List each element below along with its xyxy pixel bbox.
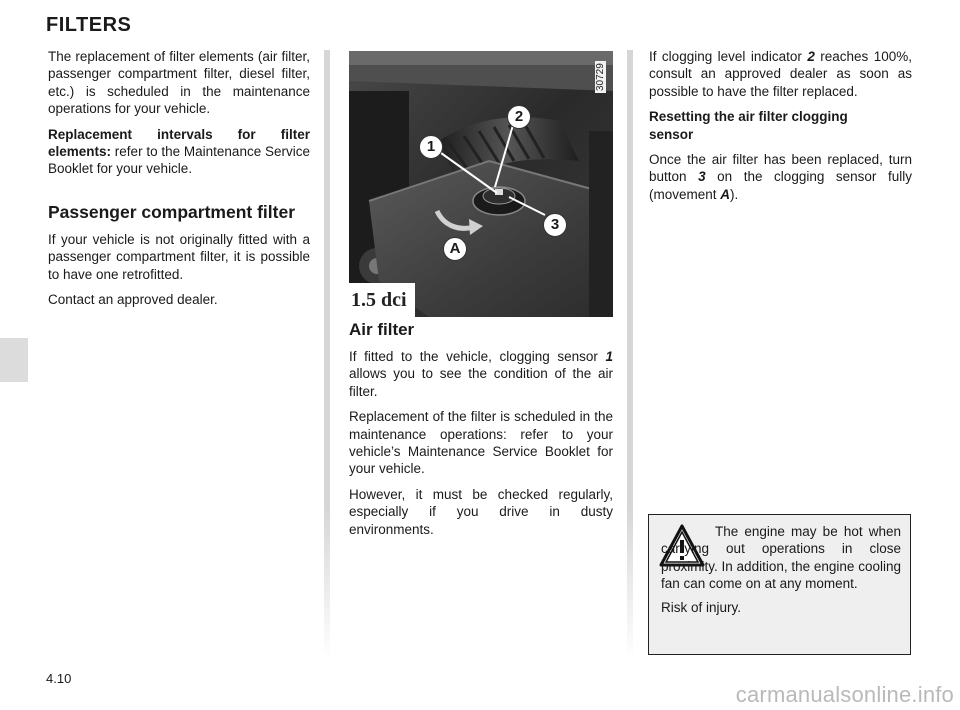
intervals-paragraph xyxy=(48,126,310,178)
pcf-paragraph: If your vehicle is not originally fitted with a passenger compartment filter, it is possible to have one retrofitted. xyxy=(48,231,310,282)
warning-box xyxy=(648,514,911,655)
indicator-number: 2 xyxy=(807,49,815,64)
pcf-contact: Contact an approved dealer. xyxy=(48,292,218,308)
intervals-text: refer to the Maintenance Service Booklet for your vehicle. xyxy=(48,144,310,177)
callout-A: A xyxy=(443,237,467,261)
column-divider xyxy=(324,50,330,660)
watermark: carmanualsonline.info xyxy=(735,682,954,707)
reset-heading: Resetting the air filter clogging sensor xyxy=(649,109,848,142)
photo-reference-code: 30729 xyxy=(595,63,606,91)
intervals-label: Replacement intervals for filter elements: xyxy=(48,126,310,160)
movement-letter: A xyxy=(720,186,731,202)
callout-1: 1 xyxy=(419,135,443,159)
callout-2: 2 xyxy=(507,105,531,129)
air-filter-paragraph-2: Replacement of the filter is scheduled in the maintenance operations: refer to your vehicle’s Maintenance Service Booklet for your vehicle. xyxy=(349,409,613,477)
engine-label: 1.5 dci xyxy=(351,289,407,311)
section-heading-pcf: Passenger compartment filter xyxy=(48,201,296,222)
section-heading-air-filter: Air filter xyxy=(349,320,415,339)
reset-paragraph: Once the air filter has been replaced, turn button 3 on the clogging sensor fully (movement A). xyxy=(649,152,912,202)
page-title: FILTERS xyxy=(46,14,132,36)
air-filter-paragraph-3: However, it must be checked regularly, especially if you drive in dusty environments. xyxy=(349,486,613,537)
left-column xyxy=(48,48,310,308)
warning-text xyxy=(661,523,901,616)
clogging-paragraph: If clogging level indicator 2 reaches 100%, consult an approved dealer as soon as possible to have the filter replaced. xyxy=(649,49,912,99)
page-number: 4.10 xyxy=(46,671,72,686)
button-number: 3 xyxy=(698,169,706,185)
engine-photo xyxy=(349,51,613,317)
warning-message: The engine may be hot when carrying out operations in close proximity. In addition, the engine cooling fan can come on at any moment. xyxy=(661,524,901,592)
chapter-tab xyxy=(0,338,28,382)
callout-3: 3 xyxy=(543,213,567,237)
right-column xyxy=(649,48,912,203)
warning-risk: Risk of injury. xyxy=(661,599,742,615)
air-filter-paragraph-1: If fitted to the vehicle, clogging sensor 1 allows you to see the condition of the air filter. xyxy=(349,349,613,399)
sensor-number: 1 xyxy=(605,349,613,364)
intro-paragraph: The replacement of filter elements (air filter, passenger compartment filter, diesel filter, etc.) is scheduled in the maintenance operations for your vehicle. xyxy=(48,49,310,117)
column-divider xyxy=(627,50,633,660)
middle-column xyxy=(349,320,613,538)
